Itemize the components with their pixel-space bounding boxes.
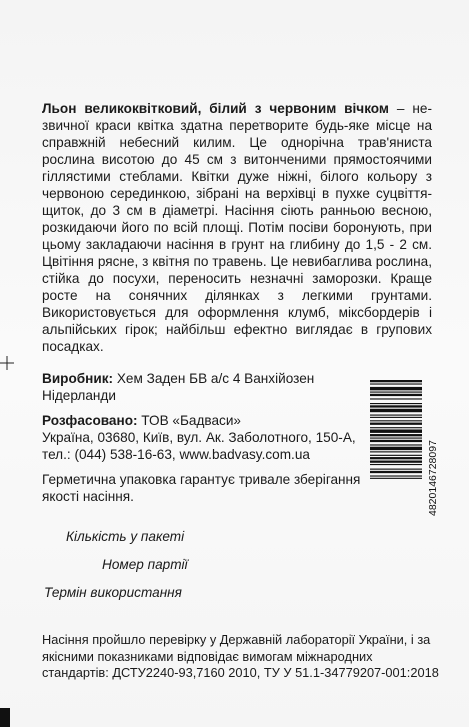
barcode-bar [370,387,422,390]
product-title: Льон великоквітковий, білий з червоним вічком [42,101,389,116]
barcode-bars [370,380,422,479]
barcode-bar [370,415,422,416]
barcode-bar [370,447,422,450]
barcode-bar [370,444,422,445]
producer-info [42,370,372,505]
barcode-digits: 4820146728097 [427,440,439,516]
barcode-bar [370,455,422,456]
packer-phone: тел.: (044) 538-16-63, www.badvasy.com.ua [42,447,310,462]
barcode-bar [370,403,422,404]
barcode-bar [370,478,422,479]
manufacturer-block [42,370,372,404]
packer-address: Україна, 03680, Київ, вул. Ак. Заболотного, 150-А, [42,430,356,445]
barcode-bar [370,451,422,452]
barcode-bar [370,440,422,442]
barcode-bar [370,461,422,463]
barcode-bar [370,434,422,436]
barcode-bar [370,464,422,465]
barcode-bar [370,417,422,418]
barcode-bar [370,383,422,384]
barcode-bar [370,405,422,407]
barcode-bar [370,429,422,432]
barcode-bar [370,380,422,382]
barcode-bar [370,427,422,428]
barcode-bar [370,457,422,459]
manufacturer-text: Хем Заден БВ а/с 4 Ванхійозен Нідерланди [42,371,315,403]
barcode-bar [370,394,422,396]
expiry-field: Термін використання [44,585,182,600]
barcode-bar [370,469,422,470]
description-body: – незвичної краси квітка здатна перетворите будь-яке місце на справжній небесний килим. Це однорічна трав'яниста рослина висотою до 45 см з витонченими прямостоячими гіллястими стеблами. Квітки дуже ніжні, білого кольору з червоною серединкою, зібрані на верхівці в пухке суцвіття-щиток, до 3 см в діаметрі. Насіння сіють ранньою весною, розкидаючи його по всій площі. Потім посіви боронують, при цьому закладаючи насіння в грунт на глибину до 1,5 - 2 см. Цвітіння рясне, з квітня по травень. Це невибаглива рослина, стійка до посухи, переносить незначні заморозки. Краще росте на сонячних ділянках з легкими грунтами. Використовується для оформлення клумб, міксбордерів і альпійських гірок; найбільш ефектно виглядає в групових посадках. [42,101,432,354]
barcode [370,378,440,518]
packer-name: ТОВ «Бадваси» [137,413,241,428]
sealed-note: Герметична упаковка гарантує тривале зберігання якості насіння. [42,472,361,504]
barcode-bar [370,475,422,476]
barcode-bar [370,392,422,393]
corner-mark [0,708,10,727]
quantity-field: Кількість у пакеті [66,529,185,544]
barcode-bar [370,471,422,473]
packer-label: Розфасовано: [42,413,138,428]
crop-mark-icon [0,356,14,370]
barcode-bar [370,398,422,399]
barcode-bar [370,438,422,439]
batch-number-field: Номер партії [102,557,188,572]
certification-note: Насіння пройшло перевірку у Державній лабораторії України, і за якісними показниками відповідає вимогам міжнародних стандартів: ДСТУ2240-93,7160 2010, ТУ У 51.1-34779207-001:2018 [42,632,439,680]
packer-block [42,412,372,463]
manufacturer-label: Виробник: [42,371,114,386]
product-description [42,100,432,355]
barcode-bar [370,423,422,425]
barcode-bar [370,409,422,412]
barcode-bar [370,420,422,421]
